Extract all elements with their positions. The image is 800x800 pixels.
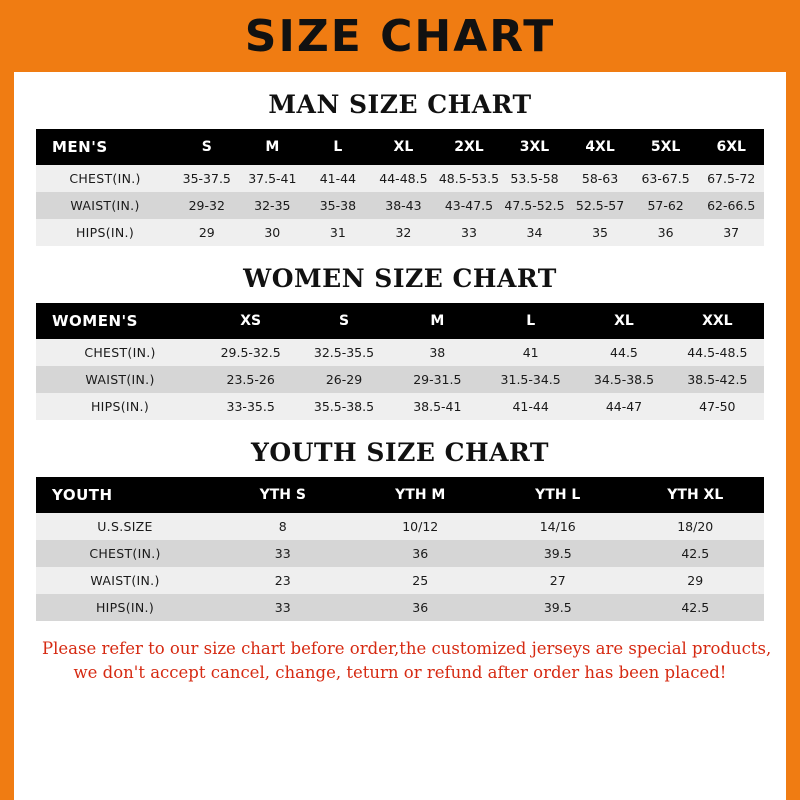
table-row [36,393,764,420]
cell: 26-29 [297,366,390,393]
cell: 36 [633,219,699,246]
cell: 35-38 [305,192,371,219]
table-row [36,339,764,366]
cell: 32-35 [240,192,306,219]
table-header-row [36,477,764,513]
cell: 18/20 [627,513,765,540]
cell: 29-32 [174,192,240,219]
cell: 33 [214,594,352,621]
cell: 44.5-48.5 [671,339,764,366]
row-label: U.S.SIZE [36,513,214,540]
cell: 53.5-58 [502,165,568,192]
cell: 57-62 [633,192,699,219]
footer-line-2: we don't accept cancel, change, teturn or refund after order has been placed! [73,662,727,682]
cell: 44-48.5 [371,165,437,192]
cell: 14/16 [489,513,627,540]
table-row [36,513,764,540]
column-header: S [174,129,240,165]
cell: 8 [214,513,352,540]
cell: 23 [214,567,352,594]
table-header-row [36,129,764,165]
column-header: 4XL [567,129,633,165]
table-row [36,366,764,393]
cell: 31.5-34.5 [484,366,577,393]
cell: 47-50 [671,393,764,420]
cell: 27 [489,567,627,594]
cell: 39.5 [489,540,627,567]
table-header-row [36,303,764,339]
cell: 41-44 [484,393,577,420]
column-header: L [484,303,577,339]
cell: 37 [698,219,764,246]
youth-section-title: YOUTH SIZE CHART [251,438,549,467]
cell: 10/12 [352,513,490,540]
youth-size-table [36,477,764,621]
men-row-header-label: MEN'S [36,129,174,165]
column-header: YTH XL [627,477,765,513]
cell: 36 [352,540,490,567]
column-header: S [297,303,390,339]
table-row [36,219,764,246]
row-label: WAIST(IN.) [36,192,174,219]
table-row [36,540,764,567]
cell: 29 [174,219,240,246]
cell: 38-43 [371,192,437,219]
cell: 35.5-38.5 [297,393,390,420]
table-row [36,192,764,219]
column-header: XXL [671,303,764,339]
column-header: YTH M [352,477,490,513]
header-banner [0,0,800,72]
table-row [36,594,764,621]
column-header: 5XL [633,129,699,165]
cell: 38.5-42.5 [671,366,764,393]
cell: 52.5-57 [567,192,633,219]
column-header: 3XL [502,129,568,165]
row-label: CHEST(IN.) [36,339,204,366]
column-header: M [391,303,484,339]
cell: 29-31.5 [391,366,484,393]
column-header: XL [577,303,670,339]
column-header: 2XL [436,129,502,165]
row-label: HIPS(IN.) [36,219,174,246]
cell: 33 [214,540,352,567]
cell: 33-35.5 [204,393,297,420]
row-label: CHEST(IN.) [36,540,214,567]
footer-disclaimer [36,637,772,685]
cell: 36 [352,594,490,621]
column-header: XS [204,303,297,339]
row-label: HIPS(IN.) [36,393,204,420]
cell: 30 [240,219,306,246]
cell: 38.5-41 [391,393,484,420]
cell: 32 [371,219,437,246]
cell: 41 [484,339,577,366]
cell: 63-67.5 [633,165,699,192]
column-header: XL [371,129,437,165]
men-section-title: MAN SIZE CHART [268,90,532,119]
column-header: 6XL [698,129,764,165]
women-section-title: WOMEN SIZE CHART [243,264,557,293]
cell: 29 [627,567,765,594]
row-label: WAIST(IN.) [36,366,204,393]
cell: 62-66.5 [698,192,764,219]
cell: 44-47 [577,393,670,420]
cell: 48.5-53.5 [436,165,502,192]
row-label: WAIST(IN.) [36,567,214,594]
cell: 34 [502,219,568,246]
men-size-table [36,129,764,246]
women-size-table [36,303,764,420]
table-row [36,165,764,192]
cell: 47.5-52.5 [502,192,568,219]
cell: 29.5-32.5 [204,339,297,366]
cell: 34.5-38.5 [577,366,670,393]
cell: 67.5-72 [698,165,764,192]
cell: 31 [305,219,371,246]
women-row-header-label: WOMEN'S [36,303,204,339]
cell: 32.5-35.5 [297,339,390,366]
cell: 35 [567,219,633,246]
column-header: YTH L [489,477,627,513]
table-row [36,567,764,594]
footer-line-1: Please refer to our size chart before order,the customized jerseys are special products, [42,639,772,658]
cell: 42.5 [627,594,765,621]
column-header: L [305,129,371,165]
youth-row-header-label: YOUTH [36,477,214,513]
cell: 42.5 [627,540,765,567]
cell: 33 [436,219,502,246]
row-label: CHEST(IN.) [36,165,174,192]
cell: 39.5 [489,594,627,621]
cell: 37.5-41 [240,165,306,192]
cell: 23.5-26 [204,366,297,393]
column-header: M [240,129,306,165]
column-header: YTH S [214,477,352,513]
row-label: HIPS(IN.) [36,594,214,621]
cell: 43-47.5 [436,192,502,219]
cell: 25 [352,567,490,594]
cell: 58-63 [567,165,633,192]
cell: 38 [391,339,484,366]
chart-content [14,90,786,685]
cell: 44.5 [577,339,670,366]
cell: 35-37.5 [174,165,240,192]
cell: 41-44 [305,165,371,192]
page-title: SIZE CHART [244,10,556,62]
